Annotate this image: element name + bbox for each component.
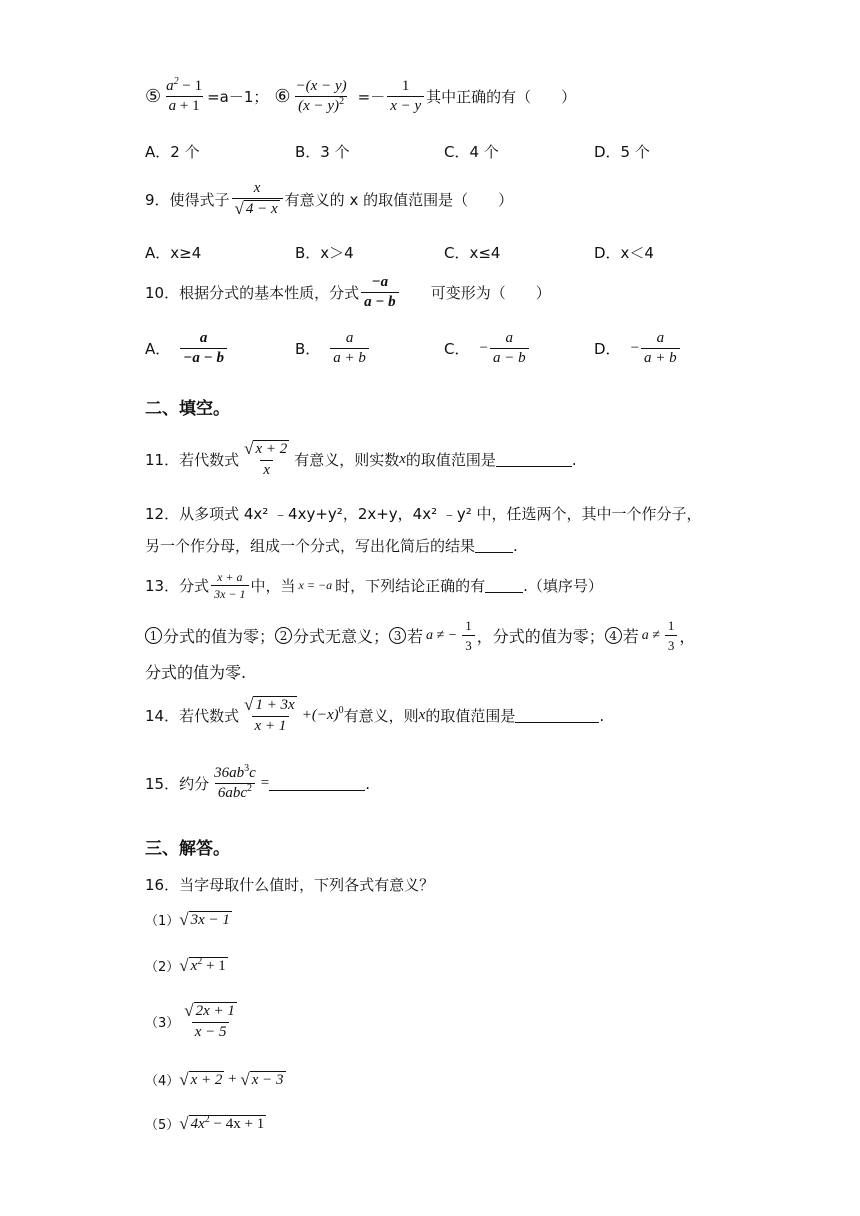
q8-option-b[interactable]: B．3 个: [295, 143, 350, 161]
circled-5: ⑤: [145, 86, 162, 107]
q10-fraction: $\frac{-a}{a - b}$: [361, 274, 399, 311]
q8-item5-fraction: $\frac{a^2 - 1}{a + 1}$: [166, 76, 203, 114]
q12-answer-blank[interactable]: [475, 538, 513, 553]
q14-stem: 14．若代数式 √ 1 + 3x x + 1 $+(-x)^0$ 有意义，则 x 的取值范围是 .: [145, 695, 605, 734]
q10-prefix: 10．根据分式的基本性质，分式: [145, 284, 360, 302]
q10-option-a[interactable]: A． $\frac{a}{-a - b}$: [145, 330, 229, 367]
q16-part-2: （2） √ $x^2 + 1$: [145, 955, 226, 975]
q16-part-3: （3） √ 2x + 1 x − 5: [145, 1001, 235, 1040]
q10-option-c[interactable]: C． − $\frac{a}{a - b}$: [444, 330, 531, 367]
q8-option-d[interactable]: D．5 个: [594, 143, 650, 161]
q12-line-1: 12．从多项式 4x² ﹣4xy+y²，2x+y，4x² ﹣y² 中，任选两个，其中一个作分子，: [145, 505, 702, 523]
q9-stem: [145, 180, 513, 219]
q8-option-c[interactable]: C．4 个: [444, 143, 499, 161]
q8-item6-rhs-fraction: $\frac{1}{x - y}$: [387, 78, 424, 115]
q15-stem: 15．约分 $\frac{36ab^3c}{6abc^2}$ = .: [145, 763, 371, 801]
q13-answer-blank[interactable]: [485, 578, 523, 593]
q9-prefix: 9．使得式子: [145, 191, 230, 209]
q15-fraction: $\frac{36ab^3c}{6abc^2}$: [214, 763, 256, 801]
circled-2: 2: [275, 627, 292, 644]
q16-stem: 16．当字母取什么值时，下列各式有意义？: [145, 876, 435, 894]
q10-option-d-fraction: $\frac{a}{a + b}$: [641, 330, 680, 367]
q8-option-a[interactable]: A．2 个: [145, 143, 200, 161]
q14-answer-blank[interactable]: [515, 708, 599, 723]
q9-option-c[interactable]: C．x≤4: [444, 244, 501, 262]
q9-fraction: x √ 4 − x: [232, 180, 283, 219]
q16-part-1: （1） √ 3x − 1: [145, 909, 230, 929]
q11-stem: 11．若代数式 √ x + 2 x 有意义，则实数 x 的取值范围是 .: [145, 439, 577, 478]
q10-stem: [145, 274, 551, 311]
q13-stem: 13．分式 $\frac{x + a}{3x - 1}$ 中，当 x = −a 时，下列结论正确的有 .（填序号）: [145, 570, 603, 601]
q13-statements: 1 分式的值为零； 2 分式无意义； 3 若 a ≠ − $\frac{1}{3}$ ，分式的值为零； 4 若 a ≠ $\frac{1}{3}$ ，: [145, 617, 695, 654]
q8-item6-eq: =－: [357, 88, 386, 106]
q11-answer-blank[interactable]: [496, 452, 572, 467]
q10-option-b-fraction: $\frac{a}{a + b}$: [330, 330, 369, 367]
circled-3: 3: [389, 627, 406, 644]
q16-part-4: （4） √ x + 2 + √ x − 3: [145, 1069, 284, 1089]
q9-suffix: 有意义的 x 的取值范围是（ ）: [284, 191, 514, 209]
q10-option-b[interactable]: B． $\frac{a}{a + b}$: [295, 330, 371, 367]
q16-part-5: （5） √ $4x^2 - 4x + 1$: [145, 1113, 265, 1133]
q9-option-a[interactable]: A．x≥4: [145, 244, 202, 262]
q10-suffix: 可变形为（ ）: [430, 284, 551, 302]
q14-power-term: $+(-x)^0$: [301, 705, 344, 723]
q10-option-a-fraction: $\frac{a}{-a - b}$: [180, 330, 227, 367]
section-2-heading: 二、填空。: [145, 399, 230, 419]
q8-item6-fraction: $\frac{-(x - y)}{(x - y)^2}$: [295, 78, 347, 114]
q12-line-2: 另一个作分母，组成一个分式，写出化简后的结果 .: [145, 536, 518, 555]
q13-fraction: $\frac{x + a}{3x - 1}$: [211, 570, 248, 601]
q8-suffix: 其中正确的有（ ）: [426, 88, 577, 106]
circled-1: 1: [145, 627, 162, 644]
q10-option-c-fraction: $\frac{a}{a - b}$: [490, 330, 529, 367]
circled-6: ⑥: [274, 86, 291, 107]
section-3-heading: 三、解答。: [145, 839, 230, 859]
q10-option-d[interactable]: D． − $\frac{a}{a + b}$: [594, 330, 682, 367]
q9-option-b[interactable]: B．x＞4: [295, 244, 354, 262]
circled-4: 4: [605, 627, 622, 644]
q14-fraction: √ 1 + 3x x + 1: [244, 695, 295, 734]
q8-items-line: [145, 78, 576, 115]
q13-statements-line-2: 分式的值为零.: [145, 663, 247, 682]
q9-option-d[interactable]: D．x＜4: [594, 244, 654, 262]
q8-item5-rhs: =a－1；: [207, 88, 269, 106]
q15-answer-blank[interactable]: [269, 776, 365, 791]
q11-fraction: √ x + 2 x: [244, 439, 288, 478]
